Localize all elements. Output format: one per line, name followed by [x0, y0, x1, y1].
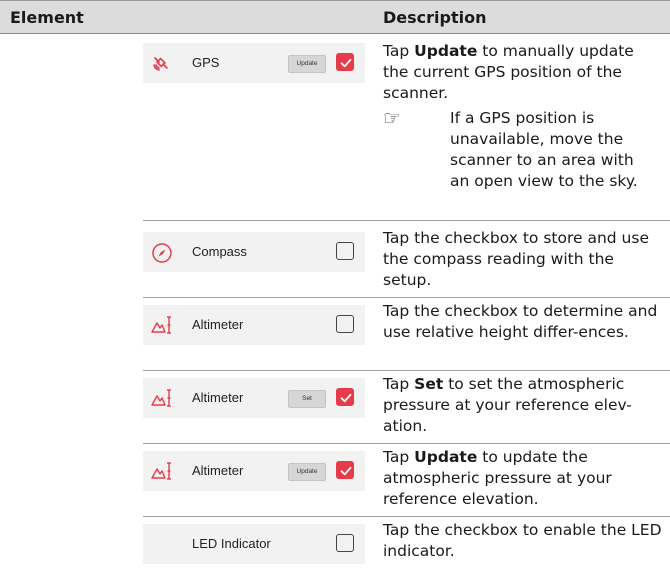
altimeter-setting-panel: [143, 305, 365, 345]
satellite-icon: [151, 53, 173, 73]
gps-label: GPS: [192, 55, 220, 70]
gps-setting-panel: [143, 43, 365, 83]
gps-desc-bold: Update: [414, 42, 478, 60]
element-column-header: Element: [10, 8, 84, 27]
set-desc-bold: Set: [414, 375, 444, 393]
led-indicator-checkbox[interactable]: [336, 534, 354, 552]
altimeter-label: Altimeter: [192, 390, 244, 405]
altimeter-icon: [151, 461, 173, 481]
gps-description: [383, 41, 663, 104]
compass-checkbox[interactable]: [336, 242, 354, 260]
row-separator: [143, 297, 670, 298]
altimeter-icon: [151, 315, 173, 335]
gps-desc-text: Tap: [383, 42, 415, 60]
led-indicator-label: LED Indicator: [192, 536, 271, 551]
altimeter-description: Tap the checkbox to determine and use relative height differ-ences.: [383, 302, 658, 341]
altimeter-checkbox[interactable]: [336, 461, 354, 479]
set-desc-text: Tap: [383, 375, 415, 393]
compass-description: Tap the checkbox to store and use the compass reading with the setup.: [383, 229, 649, 289]
altimeter-label: Altimeter: [192, 317, 244, 332]
altimeter-update-panel: [143, 451, 365, 491]
set-desc-text-end: to set the atmospheric pressure at your reference elev-ation.: [383, 375, 632, 435]
gps-update-button[interactable]: Update: [288, 55, 326, 73]
gps-desc-text-end: to manually update the current GPS position of the scanner.: [383, 42, 634, 102]
update-desc-text-end: to update the atmospheric pressure at your reference elevation.: [383, 448, 612, 508]
compass-setting-panel: [143, 232, 365, 272]
altimeter-update-button[interactable]: Update: [288, 463, 326, 481]
gps-note-text: If a GPS position is unavailable, move the scanner to an area with an open view to the sky.: [450, 109, 638, 190]
altimeter-checkbox[interactable]: [336, 315, 354, 333]
row-separator: [143, 220, 670, 221]
altimeter-set-panel: [143, 378, 365, 418]
altimeter-update-description: [383, 447, 663, 510]
gps-checkbox[interactable]: [336, 53, 354, 71]
compass-label: Compass: [192, 244, 247, 259]
led-indicator-panel: [143, 524, 365, 564]
row-separator: [143, 516, 670, 517]
header-divider: [0, 33, 670, 34]
led-indicator-description: Tap the checkbox to enable the LED indicator.: [383, 521, 662, 560]
description-column-header: Description: [383, 8, 487, 27]
pointing-hand-icon: ☞: [383, 106, 401, 130]
altimeter-set-button[interactable]: Set: [288, 390, 326, 408]
update-desc-bold: Update: [414, 448, 478, 466]
altimeter-icon: [151, 388, 173, 408]
altimeter-label: Altimeter: [192, 463, 244, 478]
row-separator: [143, 443, 670, 444]
row-separator: [143, 370, 670, 371]
altimeter-checkbox[interactable]: [336, 388, 354, 406]
table-header: [0, 0, 670, 34]
compass-icon: [151, 242, 173, 262]
update-desc-text: Tap: [383, 448, 415, 466]
altimeter-set-description: [383, 374, 663, 437]
